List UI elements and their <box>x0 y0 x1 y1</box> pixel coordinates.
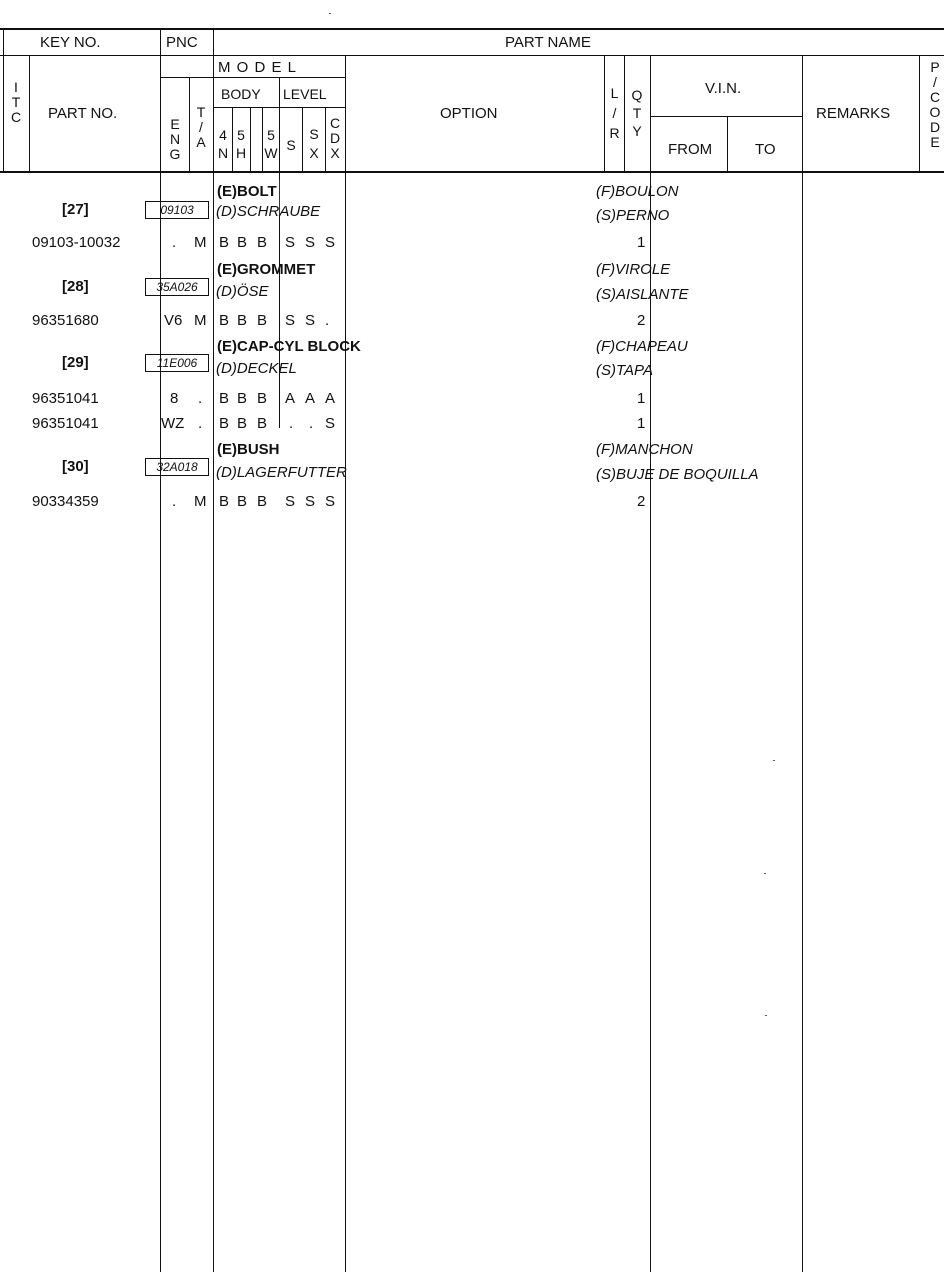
scan-speck <box>773 760 775 761</box>
pcode-header: P / C O D E <box>929 59 941 150</box>
part-name-english: (E)BUSH <box>217 441 280 458</box>
part-name-french: (F)CHAPEAU <box>596 338 688 355</box>
level-header: LEVEL <box>283 86 327 102</box>
part-name-english: (E)GROMMET <box>217 261 316 278</box>
body-5h: B <box>237 234 248 251</box>
model-header: M O D E L <box>218 59 298 76</box>
part-number: 96351041 <box>32 415 99 432</box>
part-name-spanish: (S)PERNO <box>596 207 670 224</box>
key-number: [30] <box>62 458 89 475</box>
ta-code: . <box>198 415 203 432</box>
eng-code: . <box>172 234 177 251</box>
part-number: 90334359 <box>32 493 99 510</box>
level-cdx: S <box>325 415 336 432</box>
body-header: BODY <box>221 86 261 102</box>
ta-code: M <box>194 234 207 251</box>
part-name-header: PART NAME <box>505 34 591 51</box>
option-header: OPTION <box>440 105 498 122</box>
body-4n-header: 4 N <box>217 127 229 161</box>
body-5h-header: 5 H <box>235 127 247 161</box>
ta-code: M <box>194 312 207 329</box>
remarks-header: REMARKS <box>816 105 891 122</box>
scan-speck <box>764 873 766 874</box>
level-cdx: S <box>325 493 336 510</box>
part-name-spanish: (S)AISLANTE <box>596 286 689 303</box>
quantity: 1 <box>637 415 646 432</box>
level-cdx: A <box>325 390 336 407</box>
quantity: 1 <box>637 390 646 407</box>
body-4n: B <box>219 390 230 407</box>
level-sx: S <box>305 234 316 251</box>
level-sx: S <box>305 493 316 510</box>
part-name-german: (D)SCHRAUBE <box>216 203 321 220</box>
part-name-french: (F)BOULON <box>596 183 679 200</box>
quantity: 1 <box>637 234 646 251</box>
pnc-code: 35A026 <box>145 278 209 296</box>
eng-code: V6 <box>164 312 183 329</box>
part-name-english: (E)CAP-CYL BLOCK <box>217 338 361 355</box>
eng-code: WZ <box>161 415 185 432</box>
scan-speck <box>765 1015 767 1016</box>
body-4n: B <box>219 493 230 510</box>
body-5w-header: 5 W <box>264 127 278 161</box>
vin-to-header: TO <box>755 141 776 158</box>
scan-speck <box>329 13 331 14</box>
part-no-header: PART NO. <box>48 105 118 122</box>
level-sx: S <box>305 312 316 329</box>
body-5w: B <box>257 415 268 432</box>
quantity: 2 <box>637 493 646 510</box>
ta-code: . <box>198 390 203 407</box>
pnc-header: PNC <box>166 34 198 51</box>
body-5w: B <box>257 390 268 407</box>
body-5w: B <box>257 312 268 329</box>
part-name-german: (D)ÖSE <box>216 283 269 300</box>
vin-from-header: FROM <box>668 141 713 158</box>
part-name-german: (D)LAGERFUTTER <box>216 464 347 481</box>
body-5h: B <box>237 493 248 510</box>
level-sx: . <box>309 415 314 432</box>
level-s: . <box>289 415 294 432</box>
vin-header: V.I.N. <box>705 80 742 97</box>
lr-header: L / R <box>609 85 620 141</box>
body-5h: B <box>237 312 248 329</box>
key-no-header: KEY NO. <box>40 34 101 51</box>
body-5w: B <box>257 234 268 251</box>
part-name-english: (E)BOLT <box>217 183 277 200</box>
level-cdx-header: C D X <box>329 115 341 161</box>
part-name-french: (F)VIROLE <box>596 261 671 278</box>
level-s: S <box>285 493 296 510</box>
key-number: [29] <box>62 354 89 371</box>
eng-code: . <box>172 493 177 510</box>
key-number: [28] <box>62 278 89 295</box>
eng-code: 8 <box>170 390 179 407</box>
body-5w: B <box>257 493 268 510</box>
qty-header: Q T Y <box>631 87 643 139</box>
pnc-code: 11E006 <box>145 354 209 372</box>
part-number: 96351041 <box>32 390 99 407</box>
level-sx: A <box>305 390 316 407</box>
quantity: 2 <box>637 312 646 329</box>
part-name-spanish: (S)TAPA <box>596 362 653 379</box>
pnc-code: 32A018 <box>145 458 209 476</box>
level-s: A <box>285 390 296 407</box>
part-name-spanish: (S)BUJE DE BOQUILLA <box>596 466 759 483</box>
body-4n: B <box>219 415 230 432</box>
eng-header: E N G <box>169 116 181 162</box>
itc-header: I T C <box>10 79 22 125</box>
body-4n: B <box>219 234 230 251</box>
part-number: 96351680 <box>32 312 99 329</box>
level-s: S <box>285 234 296 251</box>
part-name-german: (D)DECKEL <box>216 360 297 377</box>
part-number: 09103-10032 <box>32 234 121 251</box>
pnc-code: 09103 <box>145 201 209 219</box>
level-cdx: S <box>325 234 336 251</box>
body-4n: B <box>219 312 230 329</box>
body-5h: B <box>237 390 248 407</box>
key-number: [27] <box>62 201 89 218</box>
ta-code: M <box>194 493 207 510</box>
part-name-french: (F)MANCHON <box>596 441 693 458</box>
body-5h: B <box>237 415 248 432</box>
level-cdx: . <box>325 312 330 329</box>
level-sx-header: S X <box>309 126 319 161</box>
level-s: S <box>285 312 296 329</box>
level-s-header: S <box>286 137 296 153</box>
ta-header: T / A <box>196 104 206 150</box>
